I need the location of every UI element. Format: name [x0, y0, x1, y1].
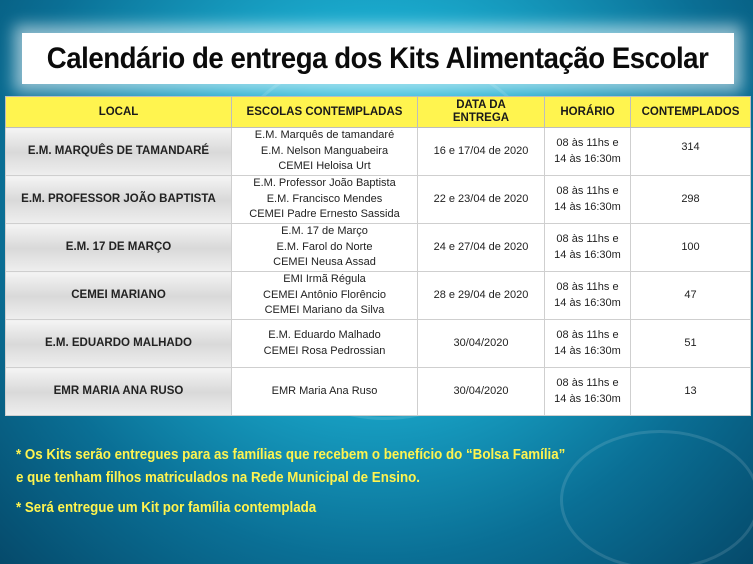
table-row	[6, 320, 751, 368]
horario-line: 08 às 11hs e	[556, 233, 619, 245]
cell-local: EMR MARIA ANA RUSO	[6, 368, 232, 416]
table-header-row	[6, 97, 751, 128]
school-name: CEMEI Heloisa Urt	[278, 160, 371, 173]
header-data: DATA DA ENTREGA	[418, 97, 545, 128]
cell-horario	[545, 224, 631, 272]
horario-line: 14 às 16:30m	[554, 392, 621, 405]
cell-contemplados: 298	[631, 176, 751, 224]
horario-line: 08 às 11hs e	[556, 185, 619, 197]
school-name: E.M. Professor João Baptista	[253, 177, 396, 190]
cell-escolas	[232, 272, 418, 320]
school-name: CEMEI Rosa Pedrossian	[263, 344, 386, 357]
title-banner	[22, 33, 734, 84]
cell-local: CEMEI MARIANO	[6, 272, 232, 320]
cell-data: 30/04/2020	[418, 320, 545, 368]
note-line: * Os Kits serão entregues para as famílias que recebem o benefício do “Bolsa Família”	[16, 447, 566, 463]
cell-escolas	[232, 320, 418, 368]
cell-escolas	[232, 176, 418, 224]
horario-line: 08 às 11hs e	[556, 137, 619, 149]
table-row	[6, 176, 751, 224]
cell-local: E.M. 17 DE MARÇO	[6, 224, 232, 272]
school-name: E.M. Marquês de tamandaré	[254, 129, 395, 142]
school-name: E.M. Farol do Norte	[276, 240, 373, 253]
table-row	[6, 368, 751, 416]
horario-line: 14 às 16:30m	[554, 296, 621, 309]
school-name: EMR Maria Ana Ruso	[271, 384, 378, 397]
header-horario: HORÁRIO	[545, 97, 631, 128]
cell-escolas	[232, 224, 418, 272]
header-contemplados: CONTEMPLADOS	[631, 97, 751, 128]
cell-contemplados: 314	[631, 128, 751, 176]
cell-horario	[545, 320, 631, 368]
cell-contemplados: 51	[631, 320, 751, 368]
school-name: E.M. Nelson Manguabeira	[260, 144, 389, 157]
table-row	[6, 224, 751, 272]
schedule-table	[5, 96, 751, 416]
cell-escolas	[232, 368, 418, 416]
table-row	[6, 128, 751, 176]
cell-local: E.M. PROFESSOR JOÃO BAPTISTA	[6, 176, 232, 224]
horario-line: 14 às 16:30m	[554, 200, 621, 213]
cell-escolas	[232, 128, 418, 176]
school-name: CEMEI Neusa Assad	[273, 256, 376, 269]
cell-data: 16 e 17/04 de 2020	[418, 128, 545, 176]
cell-contemplados: 100	[631, 224, 751, 272]
school-name: E.M. 17 de Março	[281, 225, 368, 238]
note-line: * Será entregue um Kit por família contemplada	[16, 500, 317, 516]
cell-local: E.M. EDUARDO MALHADO	[6, 320, 232, 368]
cell-horario	[545, 176, 631, 224]
horario-line: 14 às 16:30m	[554, 248, 621, 261]
header-local: LOCAL	[6, 97, 232, 128]
school-name: E.M. Francisco Mendes	[266, 192, 383, 205]
school-name: CEMEI Mariano da Silva	[264, 304, 385, 317]
cell-horario	[545, 368, 631, 416]
cell-contemplados: 47	[631, 272, 751, 320]
school-name: EMI Irmã Régula	[283, 273, 366, 286]
cell-contemplados: 13	[631, 368, 751, 416]
header-escolas: ESCOLAS CONTEMPLADAS	[232, 97, 418, 128]
school-name: E.M. Eduardo Malhado	[268, 329, 381, 341]
cell-data: 24 e 27/04 de 2020	[418, 224, 545, 272]
school-name: CEMEI Antônio Florêncio	[263, 288, 386, 301]
school-name: CEMEI Padre Ernesto Sassida	[249, 208, 400, 221]
horario-line: 14 às 16:30m	[554, 152, 621, 165]
note-line: e que tenham filhos matriculados na Rede Municipal de Ensino.	[16, 470, 420, 486]
table-row	[6, 272, 751, 320]
cell-local: E.M. MARQUÊS DE TAMANDARÉ	[6, 128, 232, 176]
horario-line: 14 às 16:30m	[554, 344, 621, 357]
cell-data: 28 e 29/04 de 2020	[418, 272, 545, 320]
horario-line: 08 às 11hs e	[556, 329, 619, 341]
cell-horario	[545, 128, 631, 176]
cell-horario	[545, 272, 631, 320]
horario-line: 08 às 11hs e	[556, 377, 619, 389]
cell-data: 30/04/2020	[418, 368, 545, 416]
notes-block	[16, 444, 736, 520]
cell-data: 22 e 23/04 de 2020	[418, 176, 545, 224]
horario-line: 08 às 11hs e	[556, 281, 619, 293]
page-title: Calendário de entrega dos Kits Alimentação Escolar	[47, 41, 709, 75]
